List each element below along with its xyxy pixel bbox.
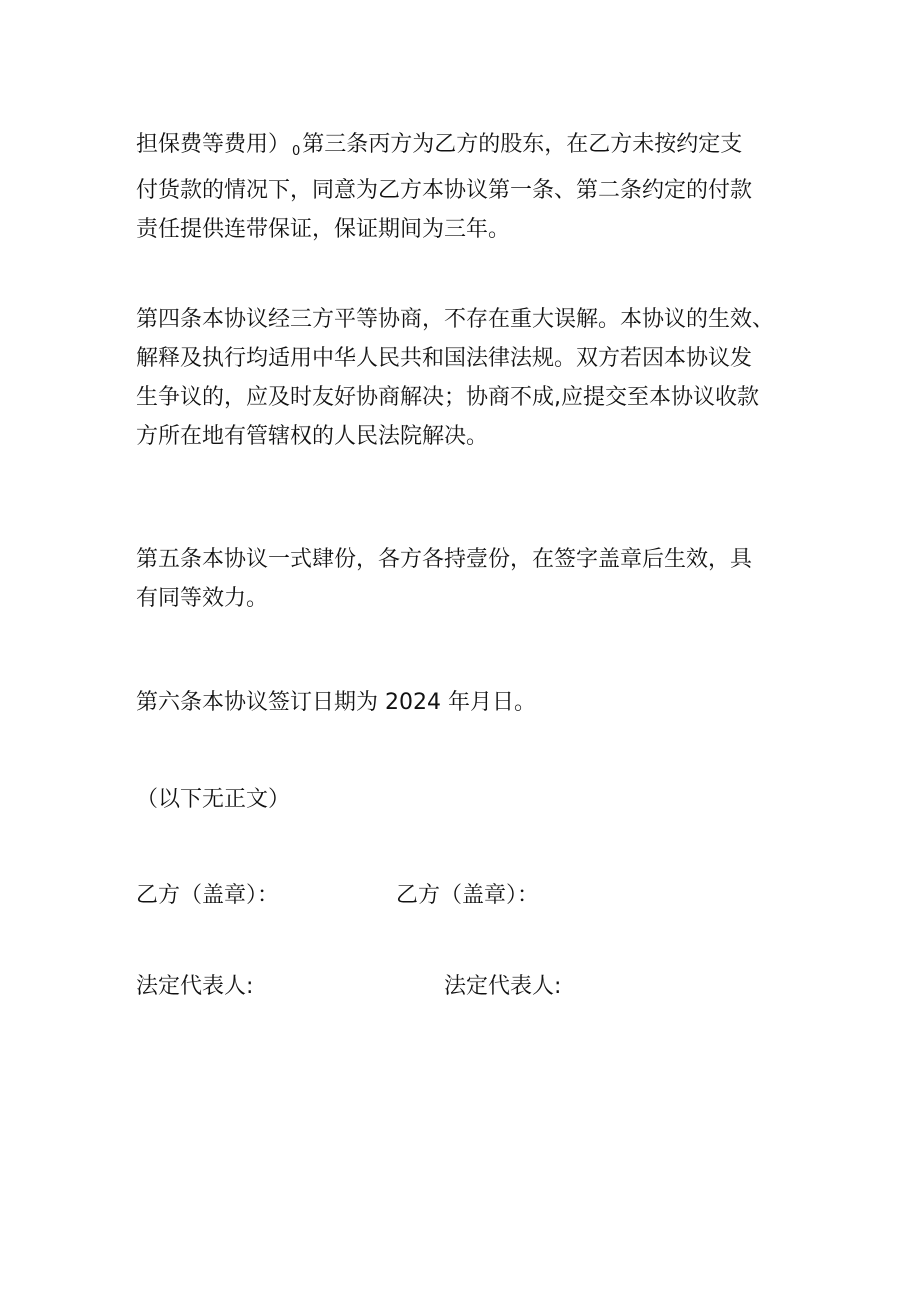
signature-left-representative-label: 法定代表人: (136, 974, 254, 999)
article-5-line-2: 有同等效力。 (136, 586, 269, 611)
signature-left-party-label: 乙方（盖章）： (136, 883, 280, 908)
no-more-text-line: （以下无正文） (136, 787, 291, 812)
article-3-paragraph (136, 125, 796, 249)
article-5-paragraph (136, 540, 796, 618)
article-4-line-4: 方所在地有管辖权的人民法院解决。 (136, 424, 489, 449)
article-6-paragraph (136, 683, 796, 722)
article-4-line-2: 解释及执行均适用中华人民共和国法律法规。双方若因本协议发 (136, 346, 753, 371)
signature-right-party-label: 乙方（盖章）： (396, 883, 540, 908)
stray-subscript-zero: 0 (292, 144, 301, 159)
article-4-line-3: 生争议的，应及时友好协商解决；协商不成,应提交至本协议收款 (136, 385, 759, 410)
article-5-line-1: 第五条本协议一式肆份，各方各持壹份，在签字盖章后生效，具 (136, 547, 753, 572)
article-3-line-3: 责任提供连带保证，保证期间为三年。 (136, 217, 511, 242)
article-6-line-1: 第六条本协议签订日期为 2024 年月日。 (136, 690, 536, 715)
signature-right-representative-label: 法定代表人: (444, 974, 562, 999)
article-3-line-2: 付货款的情况下，同意为乙方本协议第一条、第二条约定的付款 (136, 178, 753, 203)
article-3-line-1 (136, 125, 796, 171)
article-3-line-1-end: 第三条丙方为乙方的股东，在乙方未按约定支 (302, 132, 743, 157)
article-4-line-1: 第四条本协议经三方平等协商，不存在重大误解。本协议的生效、 (136, 307, 775, 332)
article-4-paragraph (136, 300, 796, 456)
no-more-text-note (136, 780, 796, 819)
article-3-line-1-start: 担保费等费用） (136, 132, 291, 157)
